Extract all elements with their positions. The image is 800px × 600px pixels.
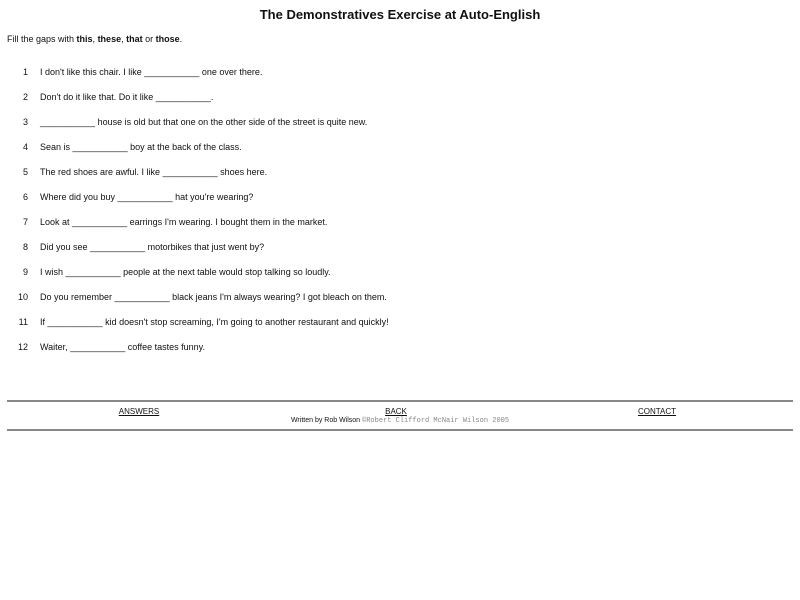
gap-blank: ___________ (162, 167, 218, 177)
text-before: Waiter, (40, 342, 71, 352)
sep: . (179, 34, 183, 44)
text-after: black jeans I'm always wearing? I got bleach on them. (169, 292, 387, 302)
text-after: hat you're wearing? (172, 192, 254, 202)
gap-blank: ___________ (155, 92, 211, 102)
question-number: 5 (22, 167, 28, 177)
question-text (40, 117, 367, 127)
question-text (40, 192, 253, 202)
gap-blank: ___________ (72, 142, 128, 152)
text-after: house is old but that one on the other side of the street is quite new. (95, 117, 368, 127)
question-number: 8 (22, 242, 28, 252)
question-text (40, 317, 389, 327)
back-link[interactable]: BACK (385, 407, 407, 416)
instructions (7, 34, 182, 44)
sep: , (92, 34, 98, 44)
question-number: 9 (22, 267, 28, 277)
question-text (40, 92, 213, 102)
divider-bottom (7, 429, 793, 431)
text-after: boy at the back of the class. (127, 142, 242, 152)
question-text (40, 267, 331, 277)
credit (0, 417, 800, 425)
text-after: kid doesn't stop screaming, I'm going to another restaurant and quickly! (102, 317, 389, 327)
text-before: If (40, 317, 48, 327)
gap-blank: ___________ (144, 67, 200, 77)
text-before: Look at (40, 217, 73, 227)
text-after: motorbikes that just went by? (145, 242, 265, 252)
sep: or (142, 34, 156, 44)
gap-blank: ___________ (72, 217, 128, 227)
question-number: 4 (22, 142, 28, 152)
text-after: earrings I'm wearing. I bought them in the market. (127, 217, 328, 227)
gap-blank: ___________ (65, 267, 121, 277)
question-text (40, 242, 264, 252)
question-text (40, 142, 242, 152)
word-this: this (76, 34, 93, 44)
text-before: Do you remember (40, 292, 115, 302)
text-before: Where did you buy (40, 192, 118, 202)
text-before: I wish (40, 267, 66, 277)
question-text (40, 292, 387, 302)
question-number: 10 (18, 292, 29, 302)
text-before: The red shoes are awful. I like (40, 167, 163, 177)
text-before: Did you see (40, 242, 91, 252)
gap-blank: ___________ (40, 117, 96, 127)
question-number: 12 (18, 342, 29, 352)
text-after: . (210, 92, 214, 102)
text-after: people at the next table would stop talking so loudly. (120, 267, 331, 277)
sep: , (121, 34, 127, 44)
question-text (40, 167, 267, 177)
text-after: shoes here. (217, 167, 268, 177)
gap-blank: ___________ (47, 317, 103, 327)
gap-blank: ___________ (70, 342, 126, 352)
question-text (40, 67, 262, 77)
instructions-text: Fill the gaps with (7, 34, 77, 44)
gap-blank: ___________ (117, 192, 173, 202)
text-before: Sean is (40, 142, 73, 152)
question-text (40, 217, 327, 227)
copyright: ©Robert Clifford McNair Wilson 2005 (362, 417, 510, 425)
question-number: 6 (22, 192, 28, 202)
divider-top (7, 400, 793, 402)
question-number: 3 (22, 117, 28, 127)
question-text (40, 342, 205, 352)
gap-blank: ___________ (90, 242, 146, 252)
question-number: 2 (22, 92, 28, 102)
page-title: The Demonstratives Exercise at Auto-English (259, 7, 541, 22)
author: Written by Rob Wilson (290, 417, 363, 424)
answers-link[interactable]: ANSWERS (118, 407, 160, 416)
text-after: coffee tastes funny. (125, 342, 205, 352)
text-after: one over there. (199, 67, 263, 77)
word-that: that (126, 34, 143, 44)
question-number: 7 (22, 217, 28, 227)
text-before: Don't do it like that. Do it like (40, 92, 156, 102)
contact-link[interactable]: CONTACT (637, 407, 677, 416)
question-number: 11 (18, 317, 28, 327)
text-before: I don't like this chair. I like (40, 67, 145, 77)
word-these: these (97, 34, 122, 44)
gap-blank: ___________ (114, 292, 170, 302)
question-number: 1 (22, 67, 28, 77)
word-those: those (155, 34, 180, 44)
